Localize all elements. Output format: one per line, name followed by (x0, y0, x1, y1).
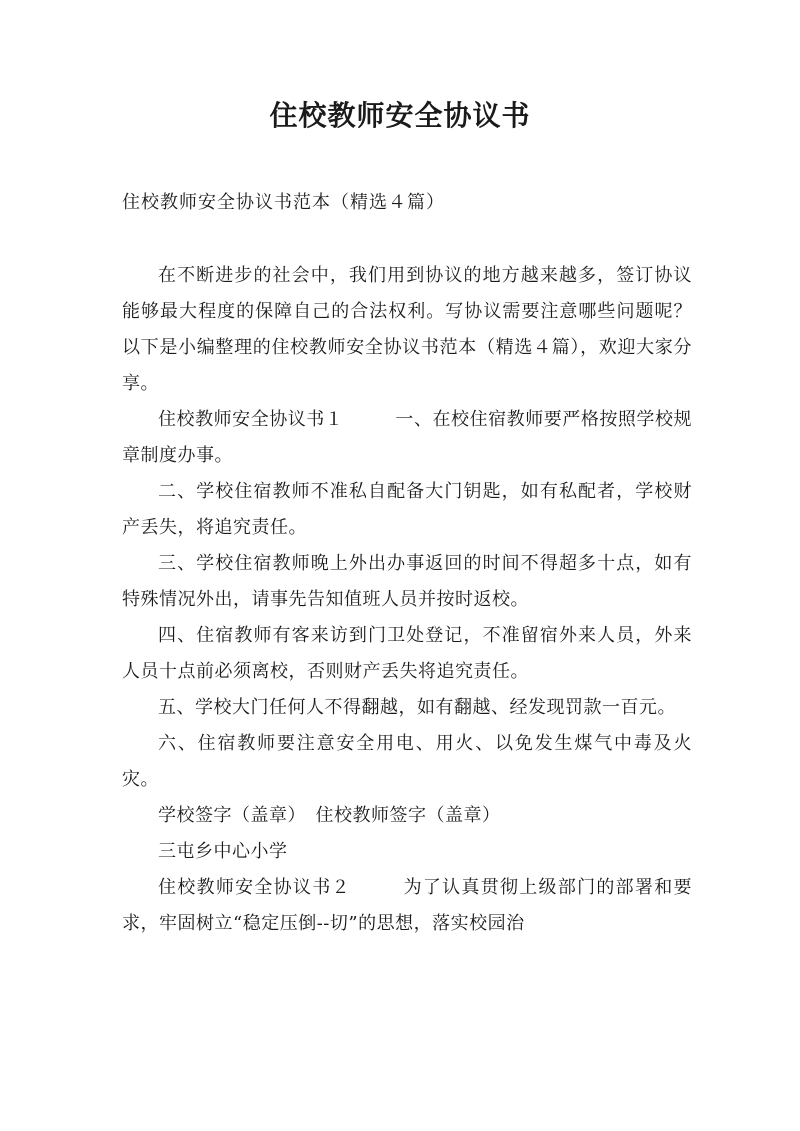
clause-4: 四、住宿教师有客来访到门卫处登记，不准留宿外来人员，外来人员十点前必须离校，否则财产丢失将追究责任。 (122, 625, 692, 682)
clause-1: 一、在校住宿教师要严格按照学校规章制度办事。 (122, 409, 693, 466)
clause-3: 三、学校住宿教师晚上外出办事返回的时间不得超多十点，如有特殊情况外出，请事先告知值班人员并按时返校。 (122, 553, 692, 610)
section-2-text: 为了认真贯彻上级部门的部署和要求，牢固树立“稳定压倒--切”的思想，落实校园治 (122, 877, 693, 934)
clause-5: 五、学校大门任何人不得翻越，如有翻越、经发现罚款一百元。 (158, 697, 676, 718)
section-1-heading: 住校教师安全协议书１ (158, 409, 344, 430)
document-subtitle: 住校教师安全协议书范本（精选４篇） (122, 192, 445, 213)
intro-paragraph: 在不断进步的社会中，我们用到协议的地方越来越多，签订协议能够最大程度的保障自己的合法权利。写协议需要注意哪些问题呢？以下是小编整理的住校教师安全协议书范本（精选４篇），欢迎大家分享。 (122, 265, 692, 394)
clause-6: 六、住宿教师要注意安全用电、用火、以免发生煤气中毒及火灾。 (122, 733, 692, 790)
document-body (122, 258, 692, 942)
signature-line: 学校签字（盖章） 住校教师签字（盖章） (158, 805, 501, 826)
school-name: 三屯乡中心小学 (158, 841, 288, 862)
section-2-first-paragraph (122, 870, 692, 942)
document-title: 住校教师安全协议书 (269, 99, 531, 132)
clause-2: 二、学校住宿教师不准私自配备大门钥匙，如有私配者，学校财产丢失，将追究责任。 (122, 481, 692, 538)
section-1-first-paragraph (122, 402, 692, 474)
section-2-heading: 住校教师安全协议书２ (158, 877, 351, 898)
